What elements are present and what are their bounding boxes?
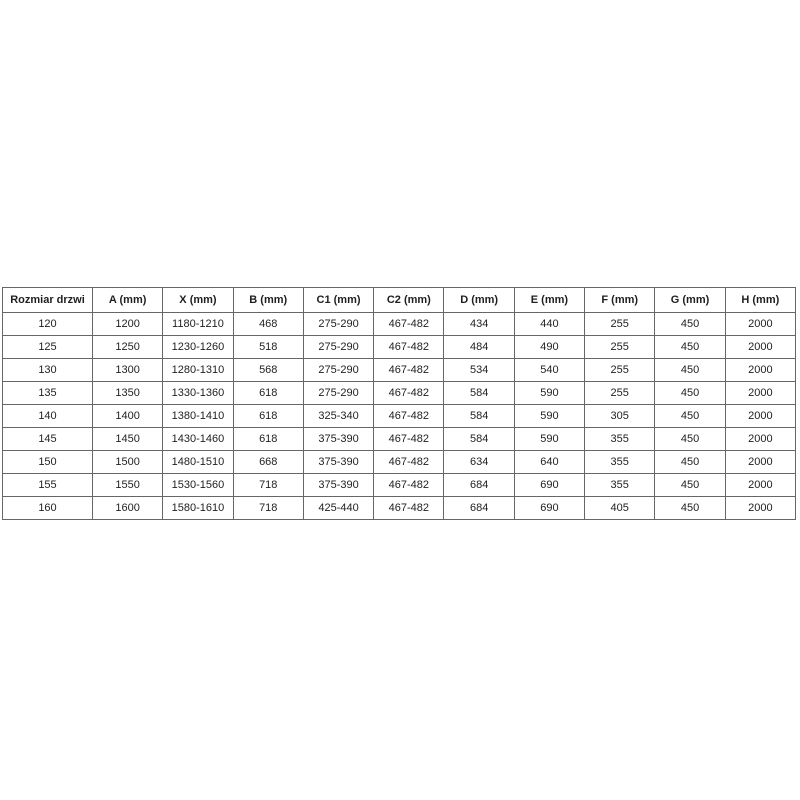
table-row <box>3 497 796 520</box>
table-cell: 440 <box>514 313 584 336</box>
header-cell: C2 (mm) <box>374 288 444 313</box>
table-cell: 1280-1310 <box>163 359 233 382</box>
header-row <box>3 288 796 313</box>
header-cell: Rozmiar drzwi <box>3 288 93 313</box>
table-cell: 467-482 <box>374 474 444 497</box>
table-cell: 450 <box>655 359 725 382</box>
table-cell: 467-482 <box>374 428 444 451</box>
table-row <box>3 405 796 428</box>
table-row <box>3 336 796 359</box>
table-cell: 450 <box>655 497 725 520</box>
table-cell: 425-440 <box>303 497 373 520</box>
table-cell: 690 <box>514 474 584 497</box>
table-cell: 1500 <box>93 451 163 474</box>
header-cell: F (mm) <box>585 288 655 313</box>
header-cell: E (mm) <box>514 288 584 313</box>
table-row <box>3 313 796 336</box>
table-cell: 275-290 <box>303 359 373 382</box>
table-cell: 1180-1210 <box>163 313 233 336</box>
table-cell: 668 <box>233 451 303 474</box>
table-cell: 155 <box>3 474 93 497</box>
table-cell: 405 <box>585 497 655 520</box>
table-cell: 590 <box>514 428 584 451</box>
table-cell: 684 <box>444 497 514 520</box>
table-cell: 2000 <box>725 382 795 405</box>
table-cell: 1350 <box>93 382 163 405</box>
header-cell: G (mm) <box>655 288 725 313</box>
table-cell: 1330-1360 <box>163 382 233 405</box>
table-cell: 1230-1260 <box>163 336 233 359</box>
table-cell: 375-390 <box>303 428 373 451</box>
table-cell: 467-482 <box>374 405 444 428</box>
table-cell: 684 <box>444 474 514 497</box>
table-cell: 1550 <box>93 474 163 497</box>
table-cell: 2000 <box>725 359 795 382</box>
table-cell: 160 <box>3 497 93 520</box>
table-cell: 355 <box>585 428 655 451</box>
table-cell: 590 <box>514 382 584 405</box>
table-cell: 275-290 <box>303 336 373 359</box>
table-body <box>3 313 796 520</box>
table-cell: 125 <box>3 336 93 359</box>
table-cell: 375-390 <box>303 451 373 474</box>
table-cell: 2000 <box>725 313 795 336</box>
table-cell: 375-390 <box>303 474 373 497</box>
table-cell: 618 <box>233 382 303 405</box>
table-cell: 130 <box>3 359 93 382</box>
table-cell: 145 <box>3 428 93 451</box>
table-row <box>3 451 796 474</box>
header-cell: C1 (mm) <box>303 288 373 313</box>
table-cell: 640 <box>514 451 584 474</box>
table-cell: 1380-1410 <box>163 405 233 428</box>
table-cell: 450 <box>655 313 725 336</box>
header-cell: X (mm) <box>163 288 233 313</box>
table-cell: 305 <box>585 405 655 428</box>
table-cell: 325-340 <box>303 405 373 428</box>
table-row <box>3 428 796 451</box>
table-cell: 467-482 <box>374 313 444 336</box>
table-cell: 584 <box>444 405 514 428</box>
header-cell: H (mm) <box>725 288 795 313</box>
table-cell: 534 <box>444 359 514 382</box>
table-cell: 1200 <box>93 313 163 336</box>
table-cell: 2000 <box>725 451 795 474</box>
table-cell: 618 <box>233 405 303 428</box>
header-cell: B (mm) <box>233 288 303 313</box>
table-cell: 450 <box>655 451 725 474</box>
door-size-table <box>2 287 796 520</box>
table-cell: 355 <box>585 451 655 474</box>
table-row <box>3 359 796 382</box>
table-cell: 584 <box>444 382 514 405</box>
table-cell: 618 <box>233 428 303 451</box>
table-row <box>3 474 796 497</box>
table-cell: 584 <box>444 428 514 451</box>
table-cell: 2000 <box>725 405 795 428</box>
table-cell: 467-482 <box>374 497 444 520</box>
table-cell: 467-482 <box>374 451 444 474</box>
table-cell: 275-290 <box>303 313 373 336</box>
table-cell: 568 <box>233 359 303 382</box>
table-cell: 634 <box>444 451 514 474</box>
table-cell: 467-482 <box>374 336 444 359</box>
table-cell: 690 <box>514 497 584 520</box>
table-cell: 540 <box>514 359 584 382</box>
table-row <box>3 382 796 405</box>
table-cell: 1480-1510 <box>163 451 233 474</box>
header-cell: D (mm) <box>444 288 514 313</box>
table-cell: 467-482 <box>374 382 444 405</box>
table-cell: 1400 <box>93 405 163 428</box>
table-cell: 450 <box>655 405 725 428</box>
table-cell: 484 <box>444 336 514 359</box>
table-cell: 718 <box>233 474 303 497</box>
table-cell: 1450 <box>93 428 163 451</box>
table-cell: 355 <box>585 474 655 497</box>
table-cell: 1250 <box>93 336 163 359</box>
table-cell: 2000 <box>725 428 795 451</box>
table-cell: 255 <box>585 313 655 336</box>
table-cell: 1580-1610 <box>163 497 233 520</box>
table-cell: 450 <box>655 382 725 405</box>
table-cell: 1600 <box>93 497 163 520</box>
header-cell: A (mm) <box>93 288 163 313</box>
table-cell: 450 <box>655 428 725 451</box>
table-cell: 275-290 <box>303 382 373 405</box>
table-cell: 135 <box>3 382 93 405</box>
table-cell: 490 <box>514 336 584 359</box>
table-cell: 2000 <box>725 474 795 497</box>
table-cell: 2000 <box>725 336 795 359</box>
table-cell: 450 <box>655 474 725 497</box>
table-cell: 150 <box>3 451 93 474</box>
table-cell: 255 <box>585 336 655 359</box>
table-cell: 1300 <box>93 359 163 382</box>
table-cell: 434 <box>444 313 514 336</box>
table-cell: 2000 <box>725 497 795 520</box>
table-cell: 518 <box>233 336 303 359</box>
table-cell: 718 <box>233 497 303 520</box>
table-cell: 120 <box>3 313 93 336</box>
table-cell: 255 <box>585 382 655 405</box>
table-cell: 1530-1560 <box>163 474 233 497</box>
table-cell: 468 <box>233 313 303 336</box>
table-cell: 590 <box>514 405 584 428</box>
table-cell: 140 <box>3 405 93 428</box>
table-cell: 1430-1460 <box>163 428 233 451</box>
table-cell: 450 <box>655 336 725 359</box>
table-cell: 255 <box>585 359 655 382</box>
table-cell: 467-482 <box>374 359 444 382</box>
